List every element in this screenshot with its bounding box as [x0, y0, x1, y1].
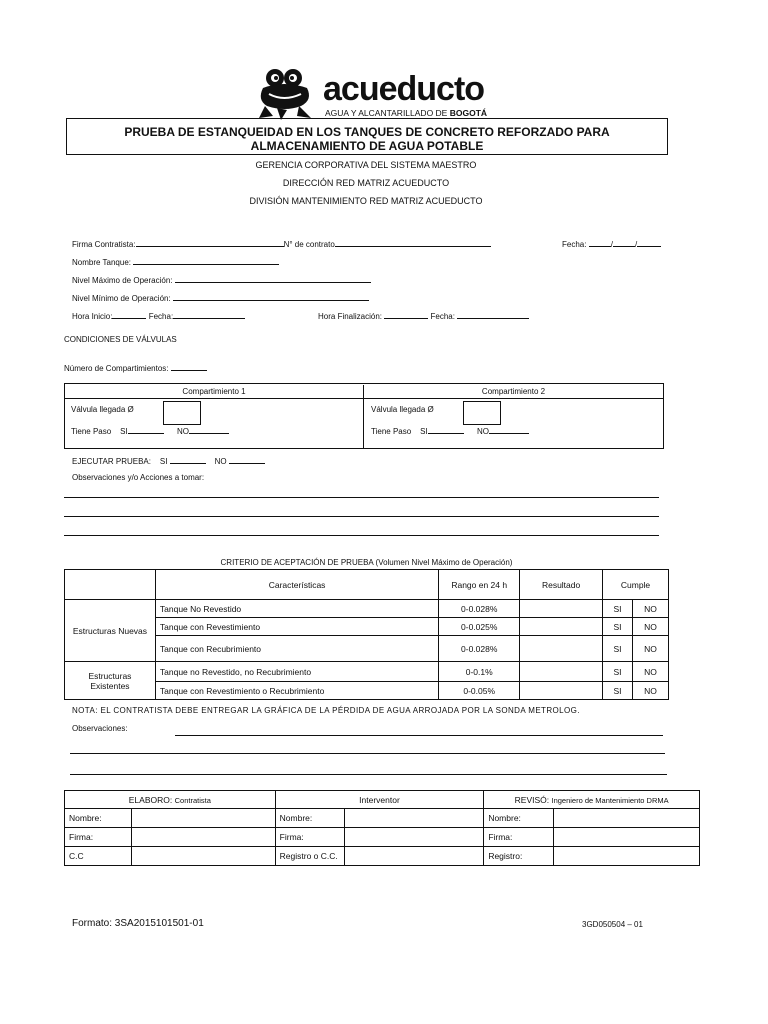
nivel-minimo-field[interactable]	[173, 291, 369, 301]
comp1-tiene-paso: Tiene Paso SI NO	[71, 424, 229, 436]
comp2-valvula-input[interactable]	[463, 401, 501, 425]
firmas-reviso-header: REVISÓ: Ingeniero de Mantenimiento DRMA	[484, 791, 700, 809]
row-cumple-no[interactable]: NO	[633, 682, 669, 700]
elaboro-firma-cell[interactable]	[131, 828, 275, 847]
title-box	[66, 118, 668, 155]
row-name: Tanque con Revestimiento	[155, 618, 438, 636]
row-name: Tanque No Revestido	[155, 600, 438, 618]
row-name: Tanque no Revestido, no Recubrimiento	[155, 662, 438, 682]
comp2-si-field[interactable]	[428, 424, 464, 434]
interventor-registro-cell[interactable]	[344, 847, 484, 866]
row-rango: 0-0.1%	[439, 662, 520, 682]
row-cumple-si[interactable]: SI	[603, 682, 633, 700]
firmas-interventor-header: Interventor	[275, 791, 484, 809]
nivel-maximo-field[interactable]	[175, 273, 371, 283]
table-row	[65, 618, 669, 636]
header-rango: Rango en 24 h	[439, 570, 520, 600]
firma-label: Firma:	[65, 828, 132, 847]
registro-cc-label: Registro o C.C.	[275, 847, 344, 866]
logo	[255, 66, 520, 122]
no-contrato-label: N° de contrato	[283, 240, 335, 249]
hora-finalizacion-label: Hora Finalización:	[318, 312, 383, 321]
nombre-tanque-field[interactable]	[133, 255, 279, 265]
nombre-label: Nombre:	[484, 809, 554, 828]
group-estructuras-existentes: Estructuras Existentes	[65, 662, 156, 700]
row-resultado-cell[interactable]	[520, 682, 603, 700]
observaciones-line-2[interactable]	[64, 516, 659, 517]
comp2-no-field[interactable]	[489, 424, 529, 434]
brand-name: acueducto	[323, 70, 485, 108]
reviso-registro-cell[interactable]	[554, 847, 700, 866]
elaboro-nombre-cell[interactable]	[131, 809, 275, 828]
table-row	[65, 809, 700, 828]
valvulas-heading: CONDICIONES DE VÁLVULAS	[64, 335, 177, 344]
ejecutar-prueba-label: EJECUTAR PRUEBA:	[72, 457, 151, 466]
row-name: Tanque con Revestimiento o Recubrimiento	[155, 682, 438, 700]
footer-codigo: 3GD050504 – 01	[582, 920, 643, 929]
firma-label: Firma:	[275, 828, 344, 847]
row-cumple-si[interactable]: SI	[603, 662, 633, 682]
hora-inicio-field[interactable]	[112, 309, 146, 319]
nivel-minimo-label: Nivel Mínimo de Operación:	[72, 294, 171, 303]
field-row-compartimientos	[64, 361, 207, 373]
row-rango: 0-0.028%	[439, 636, 520, 662]
table-row	[65, 682, 669, 700]
hora-inicio-label: Hora Inicio:	[72, 312, 113, 321]
subtitle-gerencia: GERENCIA CORPORATIVA DEL SISTEMA MAESTRO	[255, 160, 477, 170]
comp1-no-field[interactable]	[189, 424, 229, 434]
row-name: Tanque con Recubrimiento	[155, 636, 438, 662]
table-row	[65, 828, 700, 847]
table-row	[65, 600, 669, 618]
field-row-horas	[72, 309, 245, 321]
fecha-year-field[interactable]	[637, 237, 661, 247]
ejecutar-prueba-row: EJECUTAR PRUEBA: SI NO	[72, 454, 265, 466]
row-cumple-no[interactable]: NO	[633, 618, 669, 636]
fecha-inicio-field[interactable]	[173, 309, 245, 319]
fecha-fin-label: Fecha:	[430, 312, 455, 321]
interventor-firma-cell[interactable]	[344, 828, 484, 847]
criterio-header-empty	[65, 570, 156, 600]
row-rango: 0-0.025%	[439, 618, 520, 636]
elaboro-cc-cell[interactable]	[131, 847, 275, 866]
observaciones-final-line-2[interactable]	[70, 753, 665, 754]
observaciones-final-line-1[interactable]	[175, 735, 663, 736]
footer-formato: Formato: 3SA2015101501-01	[72, 918, 204, 929]
comp2-tiene-paso: Tiene Paso SI NO	[371, 424, 529, 436]
firmas-table	[64, 790, 700, 866]
fecha-label: Fecha:	[562, 240, 587, 249]
frog-logo-icon	[255, 66, 321, 122]
header-resultado: Resultado	[520, 570, 603, 600]
criterio-heading: CRITERIO DE ACEPTACIÓN DE PRUEBA (Volumen Nivel Máximo de Operación)	[220, 558, 513, 567]
num-compartimientos-label: Número de Compartimientos:	[64, 364, 169, 373]
comp2-header: Compartimiento 2	[364, 385, 663, 399]
firmas-elaboro-header: ELABORO: Contratista	[65, 791, 276, 809]
title-line-1: PRUEBA DE ESTANQUEIDAD EN LOS TANQUES DE CONCRETO REFORZADO PARA	[124, 125, 610, 139]
group-estructuras-nuevas: Estructuras Nuevas	[65, 600, 156, 662]
header-cumple: Cumple	[603, 570, 669, 600]
registro-label: Registro:	[484, 847, 554, 866]
ejecutar-no-field[interactable]	[229, 454, 265, 464]
firmas-header-row	[65, 791, 700, 809]
ejecutar-si-field[interactable]	[170, 454, 206, 464]
row-cumple-si[interactable]: SI	[603, 636, 633, 662]
row-cumple-no[interactable]: NO	[633, 600, 669, 618]
criterio-table	[64, 569, 669, 700]
comp2-valvula-label: Válvula llegada Ø	[371, 405, 434, 414]
field-row-nombre-tanque	[72, 255, 279, 267]
num-compartimientos-field[interactable]	[171, 361, 207, 371]
reviso-firma-cell[interactable]	[554, 828, 700, 847]
fecha-day-field[interactable]	[589, 237, 611, 247]
title-line-2: ALMACENAMIENTO DE AGUA POTABLE	[250, 139, 484, 153]
comp1-si-field[interactable]	[128, 424, 164, 434]
nivel-maximo-label: Nivel Máximo de Operación:	[72, 276, 173, 285]
row-resultado-cell[interactable]	[520, 600, 603, 618]
table-row	[65, 636, 669, 662]
row-cumple-no[interactable]: NO	[633, 636, 669, 662]
comp1-valvula-input[interactable]	[163, 401, 201, 425]
firma-label: Firma:	[484, 828, 554, 847]
observaciones-acciones-label: Observaciones y/o Acciones a tomar:	[72, 473, 205, 482]
subtitle-direccion: DIRECCIÓN RED MATRIZ ACUEDUCTO	[282, 178, 450, 188]
row-resultado-cell[interactable]	[520, 636, 603, 662]
row-resultado-cell[interactable]	[520, 662, 603, 682]
fecha-fin-field[interactable]	[457, 309, 529, 319]
comp-divider	[363, 398, 364, 448]
comp1-header: Compartimiento 1	[65, 385, 364, 399]
compartimientos-box	[64, 383, 664, 449]
field-row-firma	[72, 237, 491, 249]
criterio-header-row	[65, 570, 669, 600]
observaciones-line-1[interactable]	[64, 497, 659, 498]
row-cumple-si[interactable]: SI	[603, 600, 633, 618]
field-row-nivel-minimo	[72, 291, 369, 303]
row-cumple-no[interactable]: NO	[633, 662, 669, 682]
observaciones-line-3[interactable]	[64, 535, 659, 536]
reviso-nombre-cell[interactable]	[554, 809, 700, 828]
table-row	[65, 847, 700, 866]
nombre-label: Nombre:	[65, 809, 132, 828]
observaciones-final-line-3[interactable]	[70, 774, 667, 775]
row-resultado-cell[interactable]	[520, 618, 603, 636]
field-row-nivel-maximo	[72, 273, 371, 285]
hora-finalizacion-field[interactable]	[384, 309, 428, 319]
row-rango: 0-0.028%	[439, 600, 520, 618]
nota-text: NOTA: EL CONTRATISTA DEBE ENTREGAR LA GRÁFICA DE LA PÉRDIDA DE AGUA ARROJADA POR LA SONDA METROLOG.	[72, 706, 580, 715]
comp1-valvula-label: Válvula llegada Ø	[71, 405, 134, 414]
brand-tagline: AGUA Y ALCANTARILLADO DE BOGOTÁ	[325, 108, 488, 118]
fecha-month-field[interactable]	[613, 237, 635, 247]
no-contrato-field[interactable]	[335, 237, 491, 247]
firma-contratista-label: Firma Contratista:	[72, 240, 136, 249]
header-caracteristicas: Características	[155, 570, 438, 600]
field-row-hora-fin	[318, 309, 529, 321]
firma-contratista-field[interactable]	[136, 237, 284, 247]
cc-label: C.C	[65, 847, 132, 866]
fecha-inicio-label: Fecha:	[148, 312, 174, 321]
nombre-tanque-label: Nombre Tanque:	[72, 258, 131, 267]
interventor-nombre-cell[interactable]	[344, 809, 484, 828]
field-fecha: Fecha: / /	[562, 237, 661, 249]
table-row	[65, 662, 669, 682]
observaciones-label: Observaciones:	[72, 724, 128, 733]
row-cumple-si[interactable]: SI	[603, 618, 633, 636]
subtitle-division: DIVISIÓN MANTENIMIENTO RED MATRIZ ACUEDUCTO	[249, 196, 483, 206]
row-rango: 0-0.05%	[439, 682, 520, 700]
nombre-label: Nombre:	[275, 809, 344, 828]
